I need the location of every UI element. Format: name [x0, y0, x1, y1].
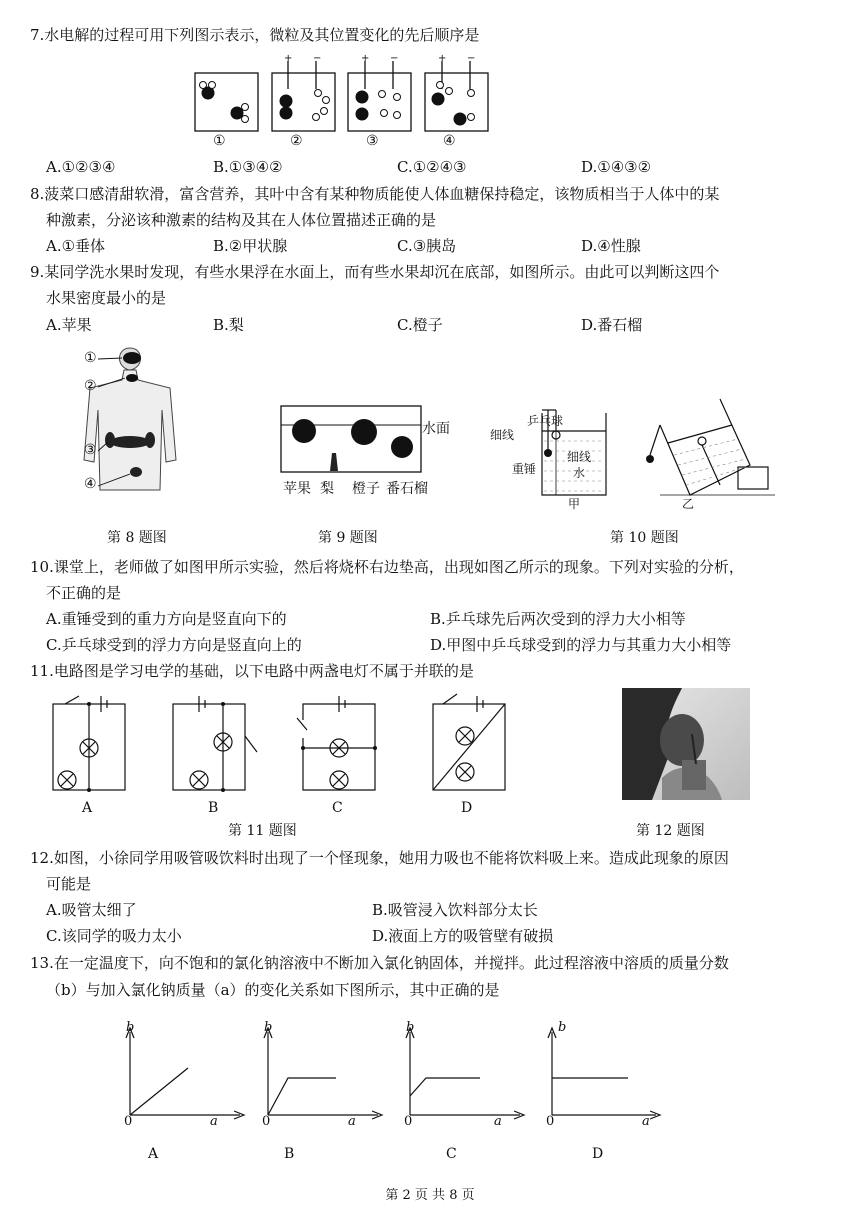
svg-text:+: +: [284, 53, 293, 64]
fig9-fruits-in-water: [280, 405, 425, 475]
q12-option-b: B.吸管浸入饮料部分太长: [372, 901, 538, 919]
q13-graph-a-x-axis: a: [210, 1114, 218, 1129]
fig9-fruit-pear: 梨: [320, 481, 334, 497]
q13-label-d: D: [592, 1146, 604, 1162]
q13-graph-c-y-axis: b: [406, 1020, 415, 1035]
fig10-label-string2: 细线: [567, 450, 592, 464]
fig9-fruit-guava: 番石榴: [386, 481, 428, 497]
q8-option-c: C.③胰岛: [397, 237, 457, 255]
q8-stem-line2: 种激素，分泌该种激素的结构及其在人体位置描述正确的是: [46, 211, 437, 229]
q9-option-c: C.橙子: [397, 316, 443, 334]
q10-option-b: B.乒乓球先后两次受到的浮力大小相等: [430, 610, 686, 628]
q13-graph-d-y-axis: b: [558, 1020, 567, 1035]
q9-stem-line1: 9.某同学洗水果时发现，有些水果浮在水面上，而有些水果却沉在底部，如图所示。由此可以判断这四个: [30, 263, 720, 281]
q7-stem: 7.水电解的过程可用下列图示表示，微粒及其位置变化的先后顺序是: [30, 26, 480, 44]
q9-option-a: A.苹果: [46, 316, 92, 334]
svg-text:−: −: [390, 53, 399, 64]
svg-text:−: −: [467, 53, 476, 64]
fig10-label-jia: 甲: [568, 497, 581, 511]
fig9-fruit-apple: 苹果: [283, 481, 311, 497]
q13-label-b: B: [284, 1146, 295, 1162]
q10-option-a: A.重锤受到的重力方向是竖直向下的: [46, 610, 287, 628]
fig8-marker-2: ②: [84, 378, 97, 394]
q13-label-a: A: [148, 1146, 159, 1162]
q8-option-a: A.①垂体: [46, 237, 106, 255]
q8-option-b: B.②甲状腺: [213, 237, 288, 255]
fig10-label-yi: 乙: [682, 497, 695, 511]
q7-option-a: A.①②③④: [46, 158, 116, 176]
q13-graph-d-origin: 0: [546, 1114, 555, 1129]
fig10-label-water: 水: [573, 466, 586, 480]
fig9-caption: 第 9 题图: [318, 530, 378, 546]
q12-stem-line1: 12.如图，小徐同学用吸管吸饮料时出现了一个怪现象，她用力吸也不能将饮料吸上来。造成此现象的原因: [30, 849, 729, 867]
q12-option-a: A.吸管太细了: [46, 901, 137, 919]
q13-stem-line2: （b）与加入氯化钠质量（a）的变化关系如下图所示，其中正确的是: [46, 981, 500, 999]
q13-graph-c-origin: 0: [404, 1114, 413, 1129]
q13-graph-c-x-axis: a: [494, 1114, 502, 1129]
fig10-label-string: 细线: [490, 428, 515, 442]
q12-option-c: C.该同学的吸力太小: [46, 927, 182, 945]
q13-graphs: [120, 1020, 660, 1135]
fig11-caption: 第 11 题图: [228, 823, 297, 839]
q13-graph-b-origin: 0: [262, 1114, 271, 1129]
fig8-marker-4: ④: [84, 476, 97, 492]
q11-stem: 11.电路图是学习电学的基础，以下电路中两盏电灯不属于并联的是: [30, 662, 474, 680]
fig12-drinking-photo: [622, 688, 750, 800]
q13-graph-a-origin: 0: [124, 1114, 133, 1129]
fig9-water-surface: 水面: [422, 421, 450, 437]
q7-panel-4: ④: [443, 133, 456, 149]
q8-stem-line1: 8.菠菜口感清甜软滑，富含营养，其叶中含有某种物质能使人体血糖保持稳定，该物质相当于人体中的某: [30, 185, 720, 203]
q12-option-d: D.液面上方的吸管壁有破损: [372, 927, 554, 945]
q7-option-d: D.①④③②: [581, 158, 652, 176]
fig10-label-weight: 重锤: [512, 462, 537, 476]
q10-option-c: C.乒乓球受到的浮力方向是竖直向上的: [46, 636, 302, 654]
fig11-label-c: C: [332, 800, 343, 816]
q10-option-d: D.甲图中乒乓球受到的浮力与其重力大小相等: [430, 636, 732, 654]
q12-stem-line2: 可能是: [46, 875, 92, 893]
q7-panel-1: ①: [213, 133, 226, 149]
q13-graph-d-x-axis: a: [642, 1114, 650, 1129]
q7-option-b: B.①③④②: [213, 158, 283, 176]
fig11-label-a: A: [82, 800, 93, 816]
q10-stem-line1: 10.课堂上，老师做了如图甲所示实验，然后将烧杯右边垫高，出现如图乙所示的现象。下列对实验的分析，: [30, 558, 744, 576]
svg-text:+: +: [361, 53, 370, 64]
q9-stem-line2: 水果密度最小的是: [46, 289, 167, 307]
q7-panel-3: ③: [366, 133, 379, 149]
fig11-circuits: [45, 690, 505, 800]
fig8-marker-1: ①: [84, 350, 97, 366]
q10-stem-line2: 不正确的是: [46, 584, 122, 602]
q9-option-d: D.番石榴: [581, 316, 643, 334]
page-footer: 第 2 页 共 8 页: [385, 1188, 475, 1203]
q13-label-c: C: [446, 1146, 457, 1162]
q8-option-d: D.④性腺: [581, 237, 641, 255]
fig10-label-ball: 乒乓球: [527, 414, 564, 428]
svg-text:+: +: [438, 53, 447, 64]
q13-graph-b-y-axis: b: [264, 1020, 273, 1035]
q13-stem-line1: 13.在一定温度下，向不饱和的氯化钠溶液中不断加入氯化钠固体，并搅拌。此过程溶液中溶质的质量分数: [30, 954, 729, 972]
fig8-caption: 第 8 题图: [107, 530, 167, 546]
q13-graph-b-x-axis: a: [348, 1114, 356, 1129]
q7-panel-2: ②: [290, 133, 303, 149]
fig12-caption: 第 12 题图: [636, 823, 705, 839]
q13-graph-a-y-axis: b: [126, 1020, 135, 1035]
fig11-label-b: B: [208, 800, 219, 816]
fig11-label-d: D: [461, 800, 473, 816]
q7-option-c: C.①②④③: [397, 158, 467, 176]
svg-text:−: −: [313, 53, 322, 64]
fig8-marker-3: ③: [84, 442, 97, 458]
fig10-caption: 第 10 题图: [610, 530, 679, 546]
fig9-fruit-orange: 橙子: [352, 481, 380, 497]
q9-option-b: B.梨: [213, 316, 244, 334]
